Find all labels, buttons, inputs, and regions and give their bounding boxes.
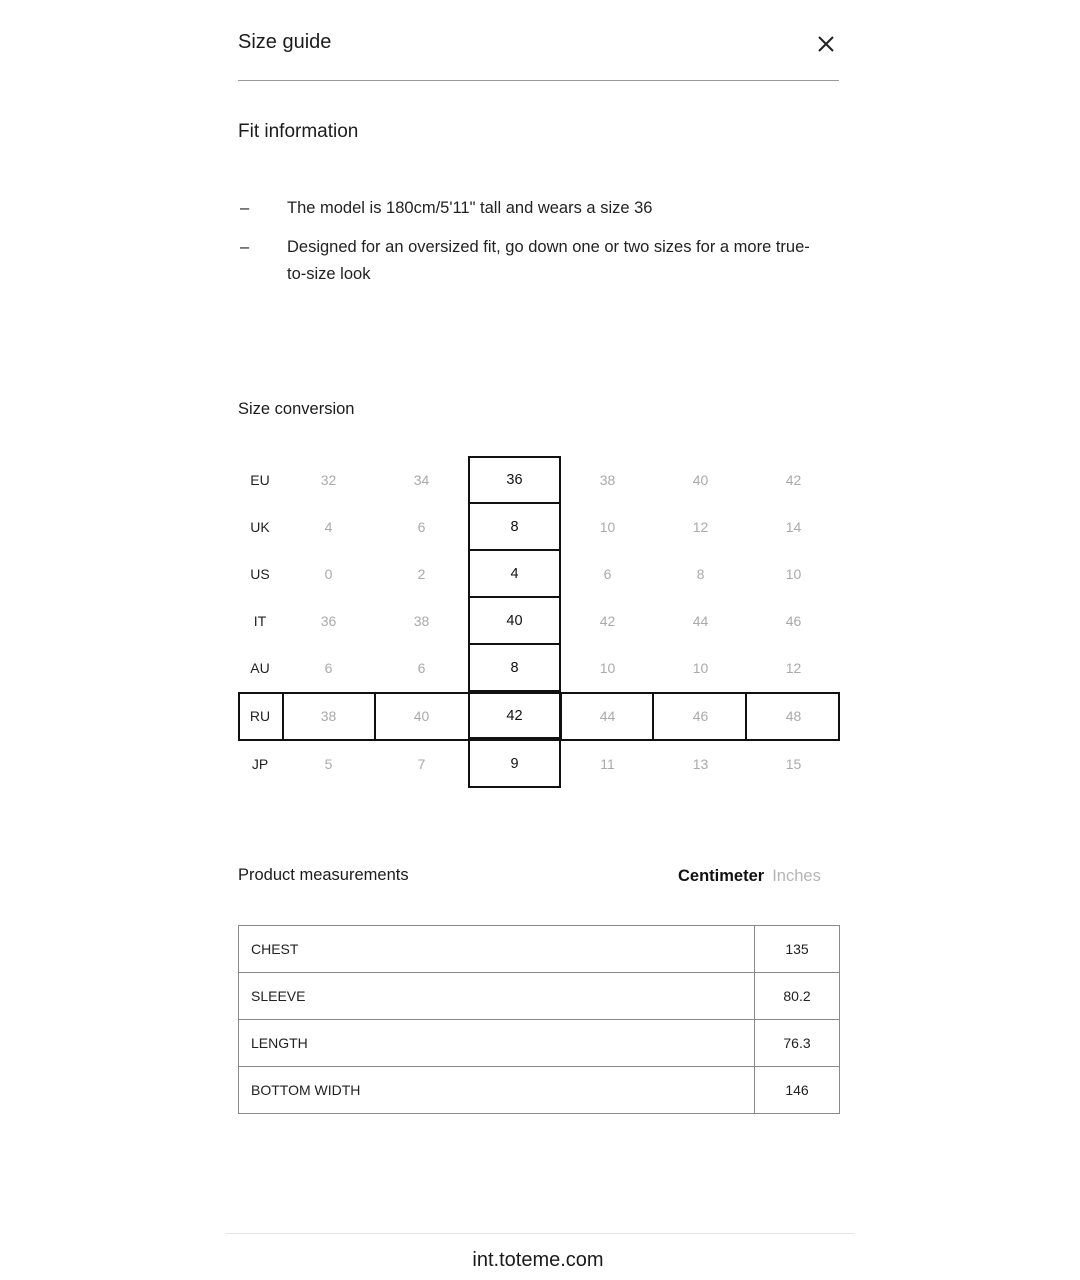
size-cell[interactable]: 8 — [510, 518, 519, 535]
size-cell[interactable]: 12 — [785, 659, 802, 676]
size-cell[interactable]: 2 — [417, 565, 426, 582]
size-cell[interactable]: 6 — [417, 518, 426, 535]
size-region-it: IT — [253, 612, 267, 629]
size-conversion-heading: Size conversion — [238, 400, 355, 418]
close-icon — [812, 30, 840, 58]
measurement-name: SLEEVE — [239, 973, 755, 1020]
size-cell[interactable]: 44 — [599, 707, 616, 724]
fit-item-text: The model is 180cm/5'11" tall and wears a size 36 — [287, 199, 653, 217]
list-dash: – — [240, 199, 250, 217]
size-cell[interactable]: 6 — [603, 565, 612, 582]
fit-item-text: Designed for an oversized fit, go down one or two sizes for a more true-to-size look — [287, 237, 810, 283]
size-region-au: AU — [250, 659, 270, 676]
list-dash: – — [240, 237, 250, 256]
table-row — [239, 926, 840, 973]
size-cell[interactable]: 10 — [599, 659, 616, 676]
size-cell[interactable]: 7 — [417, 755, 426, 772]
size-conversion-grid — [238, 456, 840, 788]
size-cell[interactable]: 38 — [320, 707, 337, 724]
size-region-jp: JP — [251, 755, 269, 772]
size-region-eu: EU — [250, 471, 270, 488]
size-cell[interactable]: 8 — [696, 565, 705, 582]
size-cell[interactable]: 6 — [417, 659, 426, 676]
size-cell[interactable]: 40 — [692, 471, 709, 488]
size-cell[interactable]: 15 — [785, 755, 802, 772]
size-cell[interactable]: 38 — [599, 471, 616, 488]
measurement-value: 146 — [755, 1067, 840, 1114]
size-cell[interactable]: 42 — [599, 612, 616, 629]
table-row — [239, 973, 840, 1020]
size-cell[interactable]: 42 — [785, 471, 802, 488]
size-cell[interactable]: 8 — [510, 659, 519, 676]
product-measurements-heading: Product measurements — [238, 866, 409, 884]
measurement-value: 80.2 — [755, 973, 840, 1020]
size-cell[interactable]: 40 — [506, 612, 523, 629]
site-url[interactable]: int.toteme.com — [472, 1249, 604, 1271]
size-cell[interactable]: 46 — [692, 707, 709, 724]
table-row — [239, 1020, 840, 1067]
measurement-name: LENGTH — [239, 1020, 755, 1067]
size-cell[interactable]: 36 — [320, 612, 337, 629]
page-title: Size guide — [238, 31, 332, 53]
measurement-name: CHEST — [239, 926, 755, 973]
size-cell[interactable]: 12 — [692, 518, 709, 535]
size-cell[interactable]: 46 — [785, 612, 802, 629]
size-cell[interactable]: 42 — [506, 707, 523, 724]
measurement-value: 135 — [755, 926, 840, 973]
size-cell[interactable]: 4 — [510, 565, 519, 582]
size-region-uk: UK — [250, 518, 270, 535]
size-cell[interactable]: 38 — [413, 612, 430, 629]
size-cell[interactable]: 10 — [692, 659, 709, 676]
size-cell[interactable]: 9 — [510, 755, 519, 772]
header-divider — [238, 80, 839, 81]
size-cell[interactable]: 0 — [324, 565, 333, 582]
unit-inches-toggle[interactable]: Inches — [772, 867, 821, 885]
measurements-table — [238, 925, 840, 1114]
footer-divider — [225, 1233, 855, 1234]
fit-information-list — [238, 195, 838, 300]
size-cell[interactable]: 6 — [324, 659, 333, 676]
size-cell[interactable]: 13 — [692, 755, 709, 772]
size-cell[interactable]: 10 — [599, 518, 616, 535]
size-cell[interactable]: 10 — [785, 565, 802, 582]
measurement-value: 76.3 — [755, 1020, 840, 1067]
size-cell[interactable]: 5 — [324, 755, 333, 772]
measurement-name: BOTTOM WIDTH — [239, 1067, 755, 1114]
size-cell[interactable]: 32 — [320, 471, 337, 488]
size-region-us: US — [250, 565, 270, 582]
fit-item — [238, 234, 838, 289]
size-cell[interactable]: 34 — [413, 471, 430, 488]
size-cell[interactable]: 4 — [324, 518, 333, 535]
size-region-ru: RU — [249, 707, 271, 724]
size-cell[interactable]: 44 — [692, 612, 709, 629]
size-cell[interactable]: 40 — [413, 707, 430, 724]
size-cell[interactable]: 11 — [600, 755, 615, 772]
fit-item — [238, 195, 838, 223]
unit-toggle — [678, 864, 821, 888]
unit-centimeter-toggle[interactable]: Centimeter — [678, 867, 765, 885]
fit-information-heading: Fit information — [238, 121, 359, 142]
size-cell[interactable]: 36 — [506, 471, 523, 488]
close-button[interactable] — [812, 30, 840, 58]
size-cell[interactable]: 48 — [785, 707, 802, 724]
size-cell[interactable]: 14 — [785, 518, 802, 535]
table-row — [239, 1067, 840, 1114]
